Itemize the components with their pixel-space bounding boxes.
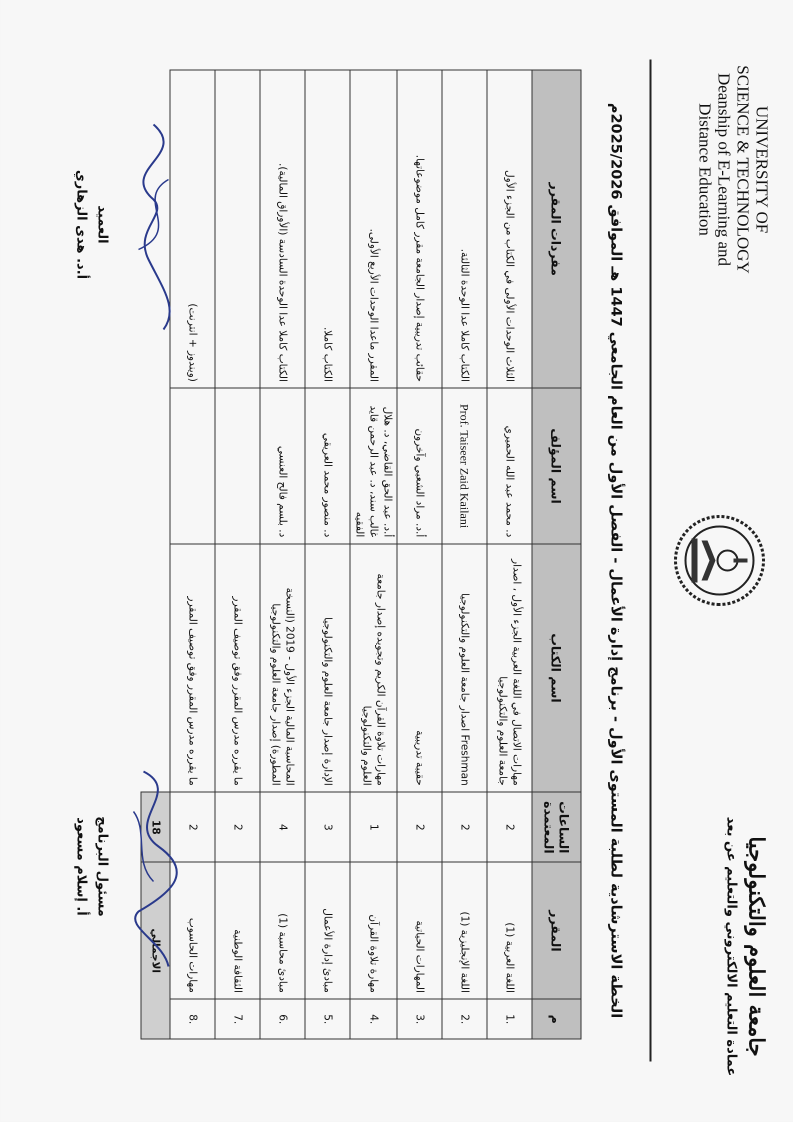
course-name: مبادئ إدارة الأعمال <box>305 862 350 999</box>
course-content: (ويندوز + انترنت) <box>170 70 215 388</box>
credit-hours: 2 <box>487 792 532 862</box>
author-name: Prof. Taiseer Zaid Kailani <box>442 388 487 543</box>
table-row <box>487 70 532 1039</box>
table-header-row <box>532 70 581 1039</box>
course-name: الثقافة الوطنية <box>215 862 260 999</box>
english-line-4: Distance Education <box>695 103 715 236</box>
english-line-3: Deanship of E-Learning and <box>714 72 734 267</box>
course-content: الكتاب كاملا عدا الوحدة السادسة (الأوراق المالية). <box>260 70 305 388</box>
author-name <box>170 388 215 543</box>
author-name <box>215 388 260 543</box>
english-university-name <box>696 40 772 300</box>
book-name: ما يقرره مدرس المقرر وفق توصيف المقرر <box>215 544 260 792</box>
header-book-name: اسم الكتاب <box>532 544 581 792</box>
author-name: د. محمد عبد الله الحميري <box>487 388 532 543</box>
book-name: مهارات الاتصال في اللغة العربية الجزء الأول ، اصدار جامعة العلوم والتكنولوجيا <box>487 544 532 792</box>
row-number: .1 <box>487 999 532 1039</box>
author-name: أ.د. مراد الشعبي وآخرون <box>397 388 442 543</box>
credit-hours: 2 <box>170 792 215 862</box>
program-coordinator-title: مسئول البرنامج <box>94 816 110 917</box>
program-coordinator-signature <box>74 752 194 982</box>
credit-hours: 2 <box>442 792 487 862</box>
course-content: المقرر ماعدا الوحدات الأربع الأولى. <box>350 70 397 388</box>
row-number: .2 <box>442 999 487 1039</box>
study-plan-table <box>141 70 582 1040</box>
book-name: مهارات تلاوة القرآن الكريم وتجويده إصدار جامعة العلوم والتكنولوجيا <box>350 544 397 792</box>
english-line-2: SCIENCE & TECHNOLOGY <box>733 65 753 274</box>
program-coordinator-name: أ. إسلام مسعود <box>73 817 89 916</box>
header-no: م <box>532 999 581 1039</box>
credit-hours: 3 <box>305 792 350 862</box>
course-content: حقائب تدريبية إصدار الجامعة مقرر كامل موضوعاتها. <box>397 70 442 388</box>
row-number: .4 <box>350 999 397 1039</box>
course-content: الثلاث الوحدات الأولى في الكتاب من الجزء الأول <box>487 70 532 388</box>
book-name: ما يقرره مدرس المقرر وفق توصيف المقرر <box>170 544 215 792</box>
header-divider <box>650 60 652 1062</box>
dean-name: أ.د. هدى الزهاري <box>73 169 89 280</box>
course-content: الكتاب كاملا. <box>305 70 350 388</box>
credit-hours: 1 <box>350 792 397 862</box>
total-hours: 18 <box>141 792 170 862</box>
handwritten-signature-dean <box>114 110 194 340</box>
document-header <box>654 40 772 1082</box>
table-row <box>350 70 397 1039</box>
credit-hours: 2 <box>215 792 260 862</box>
english-line-1: UNIVERSITY OF <box>752 105 772 234</box>
row-number: .7 <box>215 999 260 1039</box>
table-row <box>260 70 305 1039</box>
arabic-deanship-subtitle: عمادة التعليم الالكتروني والتعليم عن بعد <box>723 816 739 1077</box>
table-row <box>397 70 442 1039</box>
credit-hours: 2 <box>397 792 442 862</box>
course-name: اللغة الإنجليزية (1) <box>442 862 487 999</box>
table-row <box>305 70 350 1039</box>
book-name: المحاسبة المالية الجزء الأول - 2019 (النسخة المطورة) إصدار جامعة العلوم والتكنولوجيا <box>260 544 305 792</box>
header-credit-hours: الساعات المعتمدة <box>532 792 581 862</box>
course-name: مهارات الحاسوب <box>170 862 215 999</box>
author-name: أ.د. عبد الحق القاضي، د. هلال غالب سند، د. عبد الرحمن قايد الفقيه <box>350 388 397 543</box>
total-label: الاجمالي <box>141 862 170 1039</box>
book-name: حقيبة تدريبية <box>397 544 442 792</box>
handwritten-signature-program <box>114 752 194 982</box>
course-name: مبادئ محاسبة (1) <box>260 862 305 999</box>
header-course-content: مفردات المقرر <box>532 70 581 388</box>
university-seal-logo <box>672 513 768 609</box>
row-number: .6 <box>260 999 305 1039</box>
author-name: د. بلسم فالح العنسي <box>260 388 305 543</box>
book-name: Freshman اصدار جامعة العلوم والتكنولوجيا <box>442 544 487 792</box>
table-row <box>442 70 487 1039</box>
credit-hours: 4 <box>260 792 305 862</box>
dean-signature <box>74 110 194 340</box>
dean-title: العميد <box>94 205 110 244</box>
plan-title: الخطة الاسترشادية لطلبة المستوى الأول - برنامج إدارة الأعمال - الفصل الأول من العام الجامعي 1447 هـ الموافق 2025/2026م <box>607 102 624 1019</box>
table-row <box>215 70 260 1039</box>
row-number: .8 <box>170 999 215 1039</box>
course-name: المهارات الحياتية <box>397 862 442 999</box>
course-name: مهارة تلاوة القرآن <box>350 862 397 999</box>
row-number: .5 <box>305 999 350 1039</box>
author-name: د. منصور محمد العريقي <box>305 388 350 543</box>
course-content <box>215 70 260 388</box>
book-name: الإدارة إصدار جامعة العلوم والتكنولوجيا <box>305 544 350 792</box>
course-content: الكتاب كاملا عدا الوحدة الثالثة. <box>442 70 487 388</box>
row-number: .3 <box>397 999 442 1039</box>
header-course: المقرر <box>532 862 581 999</box>
course-name: اللغة العربية (1) <box>487 862 532 999</box>
rotated-document <box>1 0 793 1122</box>
header-author: اسم المؤلف <box>532 388 581 543</box>
arabic-calligraphy-title: جامعة العلوم والتكنولوجيا <box>744 836 770 1057</box>
arabic-university-name <box>724 812 770 1082</box>
